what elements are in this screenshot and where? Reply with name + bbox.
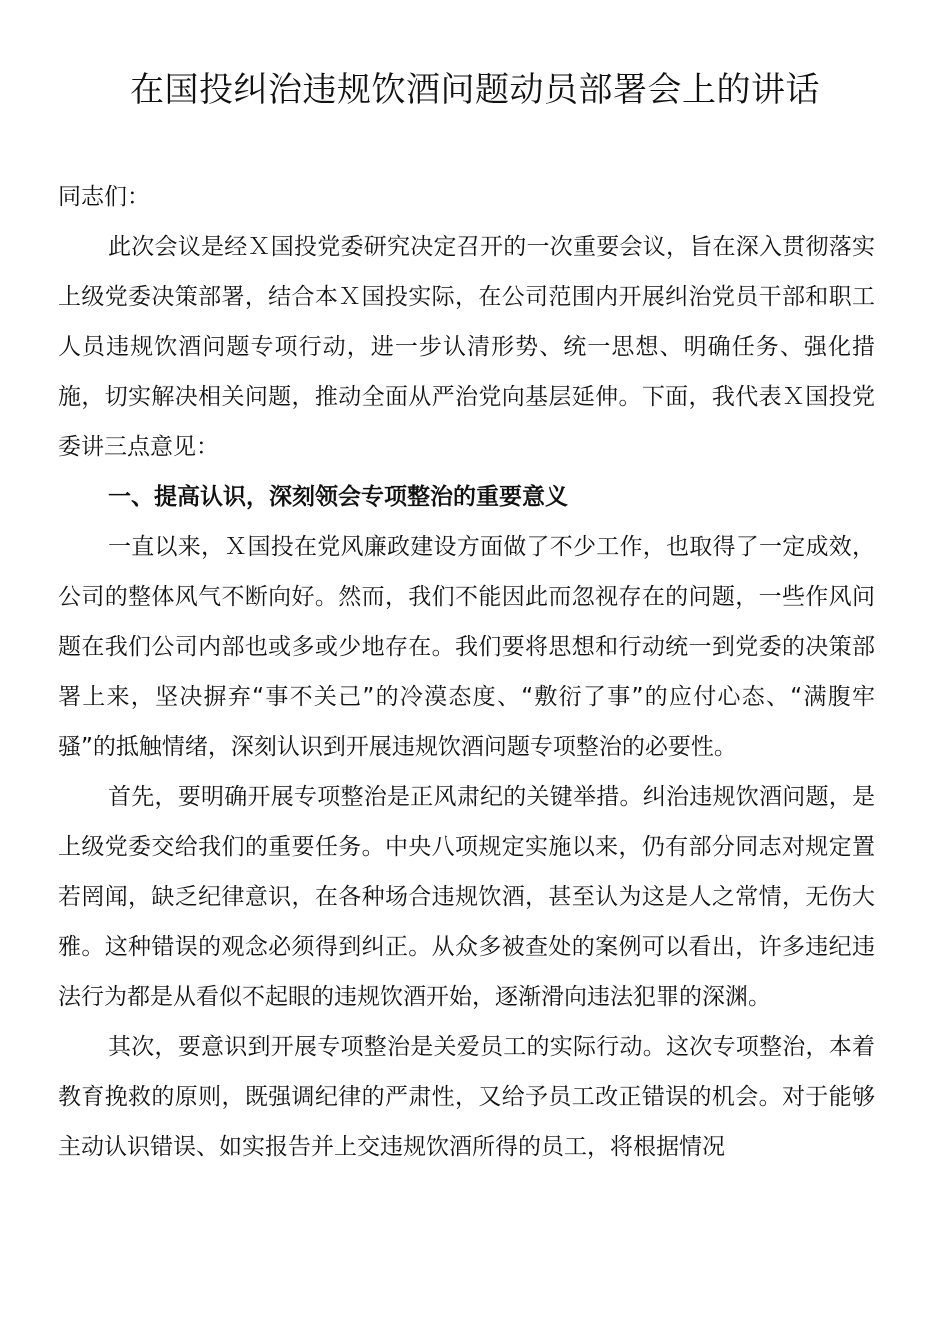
body-paragraph: 其次，要意识到开展专项整治是关爱员工的实际行动。这次专项整治，本着教育挽救的原则，既强调纪律的严肃性，又给予员工改正错误的机会。对于能够主动认识错误、如实报告并上交违规饮酒所得的员工，将根据情况 (58, 1034, 875, 1160)
section-heading-1: 一、提高认识，深刻领会专项整治的重要意义 (108, 484, 568, 510)
document-title: 在国投纠治违规饮酒问题动员部署会上的讲话 (130, 70, 820, 110)
body-paragraph: 一直以来，Ｘ国投在党风廉政建设方面做了不少工作，也取得了一定成效，公司的整体风气不断向好。然而，我们不能因此而忽视存在的问题，一些作风问题在我们公司内部也或多或少地存在。我们要将思想和行动统一到党委的决策部署上来，坚决摒弃“事不关己”的冷漠态度、“敷衍了事”的应付心态、“满腹牢骚”的抵触情绪，深刻认识到开展违规饮酒问题专项整治的必要性。 (58, 534, 875, 760)
body-paragraph: 首先，要明确开展专项整治是正风肃纪的关键举措。纠治违规饮酒问题，是上级党委交给我们的重要任务。中央八项规定实施以来，仍有部分同志对规定置若罔闻，缺乏纪律意识，在各种场合违规饮酒，甚至认为这是人之常情，无伤大雅。这种错误的观念必须得到纠正。从众多被查处的案例可以看出，许多违纪违法行为都是从看似不起眼的违规饮酒开始，逐渐滑向违法犯罪的深渊。 (58, 784, 875, 1010)
salutation: 同志们： (58, 184, 150, 210)
intro-paragraph: 此次会议是经Ｘ国投党委研究决定召开的一次重要会议，旨在深入贯彻落实上级党委决策部署，结合本Ｘ国投实际，在公司范围内开展纠治党员干部和职工人员违规饮酒问题专项行动，进一步认清形势、统一思想、明确任务、强化措施，切实解决相关问题，推动全面从严治党向基层延伸。下面，我代表Ｘ国投党委讲三点意见： (58, 234, 875, 460)
